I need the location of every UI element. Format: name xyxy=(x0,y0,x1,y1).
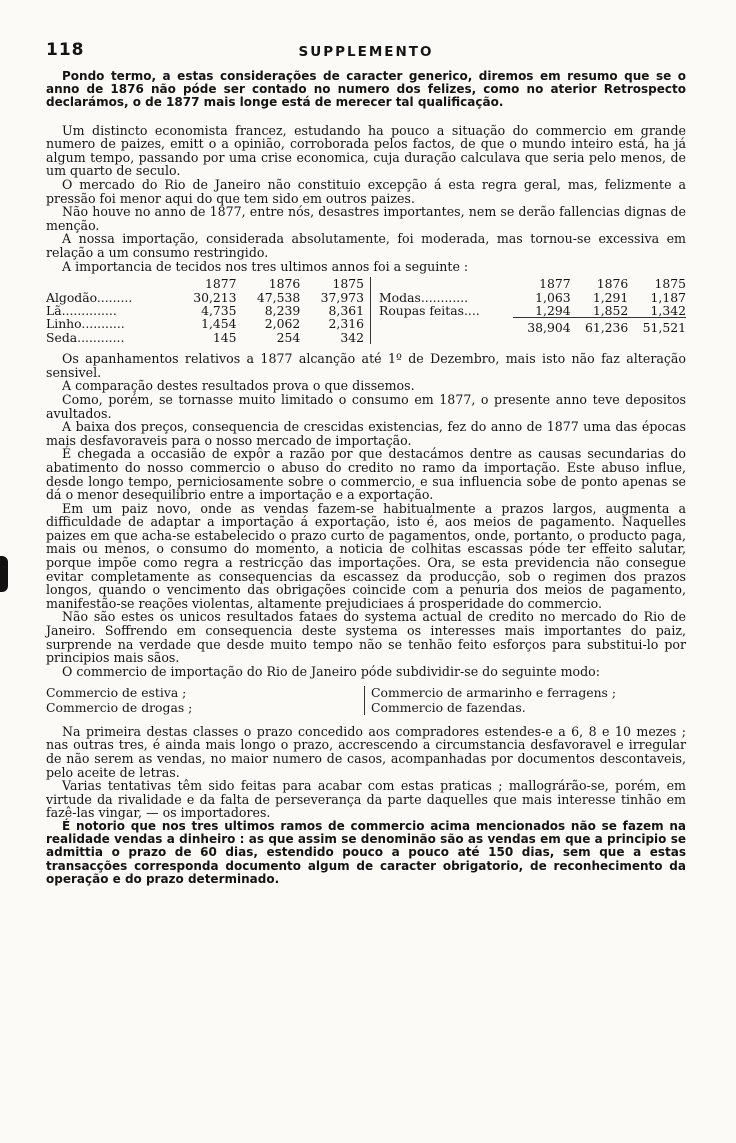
cell-value: 1,852 xyxy=(592,302,629,318)
row-label: Algodão......... xyxy=(46,289,133,305)
cell-value: 47,538 xyxy=(256,289,301,305)
paragraph: Não são estes os unicos resultados fataes do systema actual de credito no mercado do Rio de Janeiro. Soffrendo em consequencia deste systema os interesses mais importantes do paiz, surprende na verdade que desde muito tempo não se tenhão feito esforços para substitui-lo por principios mais sãos. xyxy=(46,609,686,666)
cell-value: 37,973 xyxy=(320,289,364,305)
cell-value: 8,361 xyxy=(328,302,364,318)
paragraph: Um distincto economista francez, estudando ha pouco a situação do commercio em grande numero de paizes, emitt o a opinião, corroborada pelos factos, de que o mundo inteiro está, ha já algum tempo, passando por uma crise economica, cuja duração calculava que seria pelo menos, de um quarto de seculo. xyxy=(46,122,686,179)
cell-value: 254 xyxy=(276,329,301,345)
textile-table-right xyxy=(371,277,686,344)
cell-value: 2,062 xyxy=(264,316,301,332)
intro-paragraph: Pondo termo, a estas considerações de caracter generico, diremos em resumo que se o anno de 1876 não póde ser contado no numero dos felizes, como no aterior Retrospecto declarámos, o de 1877 mais longe está de merecer tal qualificação. xyxy=(46,69,686,110)
list-item: Commercio de armarinho e ferragens ; xyxy=(371,685,617,701)
paragraph: Em um paiz novo, onde as vendas fazem-se habitualmente a prazos largos, augmenta a difficuldade de adaptar a importação á exportação, isto é, aos meios de pagamento. Naquelles paizes em que acha-se estabelecido o prazo curto de pagamentos, onde, portanto, o producto paga, mais ou menos, o consumo do momento, a noticia de colhitas escassas póde ter effeito salutar, porque impõe como regra a restricção das importações. Ora, se esta previdencia não consegue evitar completamente as consequencias da escassez da producção, sob o regimen dos prazos longos, quando o vencimento das obrigações coincide com a penuria dos meios de pagamento, manifestão-se reações violentas, altamente prejudiciaes á prosperidade do commercio. xyxy=(46,500,686,611)
list-item: Commercio de drogas ; xyxy=(46,699,193,715)
cell-value: 1,342 xyxy=(650,302,686,318)
margin-ink-blot xyxy=(0,556,8,592)
cell-value: 1,187 xyxy=(650,289,686,305)
row-label: Seda............ xyxy=(46,329,125,345)
cell-value: 145 xyxy=(212,329,237,345)
paragraph: Como, porém, se tornasse muito limitado o consumo em 1877, o presente anno teve depositos avultados. xyxy=(46,391,686,421)
table-row xyxy=(46,291,364,304)
year-header: 1876 xyxy=(268,276,301,292)
cell-value: 30,213 xyxy=(193,289,237,305)
paragraph: A nossa importação, considerada absolutamente, foi moderada, mas tornou-se excessiva em relação a um consumo restringido. xyxy=(46,231,686,260)
year-header: 1877 xyxy=(205,276,237,292)
cell-value: 4,735 xyxy=(201,302,237,318)
row-label: Roupas feitas.... xyxy=(379,303,480,319)
table-row xyxy=(46,331,364,344)
year-header: 1876 xyxy=(596,276,629,292)
total-value: 38,904 xyxy=(527,320,571,336)
running-head: SUPPLEMENTO xyxy=(298,44,434,60)
paragraph: Não houve no anno de 1877, entre nós, desastres importantes, nem se derão fallencias dignas de menção. xyxy=(46,204,686,233)
total-row xyxy=(379,321,686,334)
row-label: Modas............ xyxy=(379,289,469,305)
year-header: 1877 xyxy=(539,276,571,292)
cell-value: 1,291 xyxy=(592,289,629,305)
cell-value: 2,316 xyxy=(328,316,364,332)
table-row xyxy=(379,291,686,304)
textile-import-tables xyxy=(46,277,686,344)
paragraph: A importancia de tecidos nos tres ultimos annos foi a seguinte : xyxy=(62,258,469,274)
year-header: 1875 xyxy=(332,276,364,292)
table-row xyxy=(379,304,686,318)
paragraph: Na primeira destas classes o prazo concedido aos compradores estendes-e a 6, 8 e 10 mezes ; nas outras tres, é ainda mais longo o prazo, accrescendo a circumstancia desfavoravel e irregular de não serem as vendas, no maior numero de casos, acompanhadas por documentos descontaveis, pelo aceite de letras. xyxy=(46,723,686,780)
document-page xyxy=(46,40,686,886)
row-label: Linho........... xyxy=(46,316,125,332)
total-value: 51,521 xyxy=(642,320,686,336)
paragraph: É chegada a occasião de expôr a razão por que destacámos dentre as causas secundarias do abatimento do nosso commercio o abuso do credito no ramo da importação. Este abuso influe, desde longo tempo, perniciosamente sobre o commercio, e sua influencia sobe de ponto apenas se dá o menor desequilibrio entre a importação e a exportação. xyxy=(46,446,686,503)
paragraph: A comparação destes resultados prova o que dissemos. xyxy=(62,378,415,394)
page-number: 118 xyxy=(46,40,85,60)
paragraph: A baixa dos preços, consequencia de crescidas existencias, fez do anno de 1877 uma das épocas mais desfavoraveis para o nosso mercado de importação. xyxy=(46,419,686,448)
list-item: Commercio de fazendas. xyxy=(371,699,526,715)
row-label: Lã.............. xyxy=(46,302,117,318)
table-row xyxy=(46,304,364,317)
commerce-branches-list xyxy=(46,686,686,714)
paragraph: É notorio que nos tres ultimos ramos de commercio acima mencionados não se fazem na realidade vendas a dinheiro : as que assim se denominão são as vendas em que a principio se admittia o prazo de 60 dias, estendido pouco a pouco até 150 dias, sem que a estas transacções corresponda documento algum de caracter obrigatorio, de reconhecimento da operação e do prazo determinado. xyxy=(46,818,686,886)
year-header: 1875 xyxy=(654,276,686,292)
page-header xyxy=(46,40,686,64)
paragraph: O commercio de importação do Rio de Janeiro póde subdividir-se do seguinte modo: xyxy=(62,663,600,679)
paragraph: Os apanhamentos relativos a 1877 alcanção até 1º de Dezembro, mais isto não faz alteração sensivel. xyxy=(46,351,686,380)
paragraph: Varias tentativas têm sido feitas para acabar com estas praticas ; mallográrão-se, porém, em virtude da rivalidade e da falta de perseverança da parte daquelles que mais interesse tinhão em fazê-las vingar, — os importadores. xyxy=(46,778,686,821)
cell-value: 1,454 xyxy=(201,316,237,332)
cell-value: 342 xyxy=(340,329,364,345)
list-item: Commercio de estiva ; xyxy=(46,685,187,701)
cell-value: 8,239 xyxy=(264,302,301,318)
textile-table-left xyxy=(46,277,371,344)
total-value: 61,236 xyxy=(584,320,629,336)
table-row xyxy=(46,317,364,330)
cell-value: 1,294 xyxy=(535,302,571,318)
cell-value: 1,063 xyxy=(535,289,571,305)
paragraph: O mercado do Rio de Janeiro não constituio excepção á esta regra geral, mas, felizmente a pressão foi menor aqui do que tem sido em outros paizes. xyxy=(46,176,686,206)
